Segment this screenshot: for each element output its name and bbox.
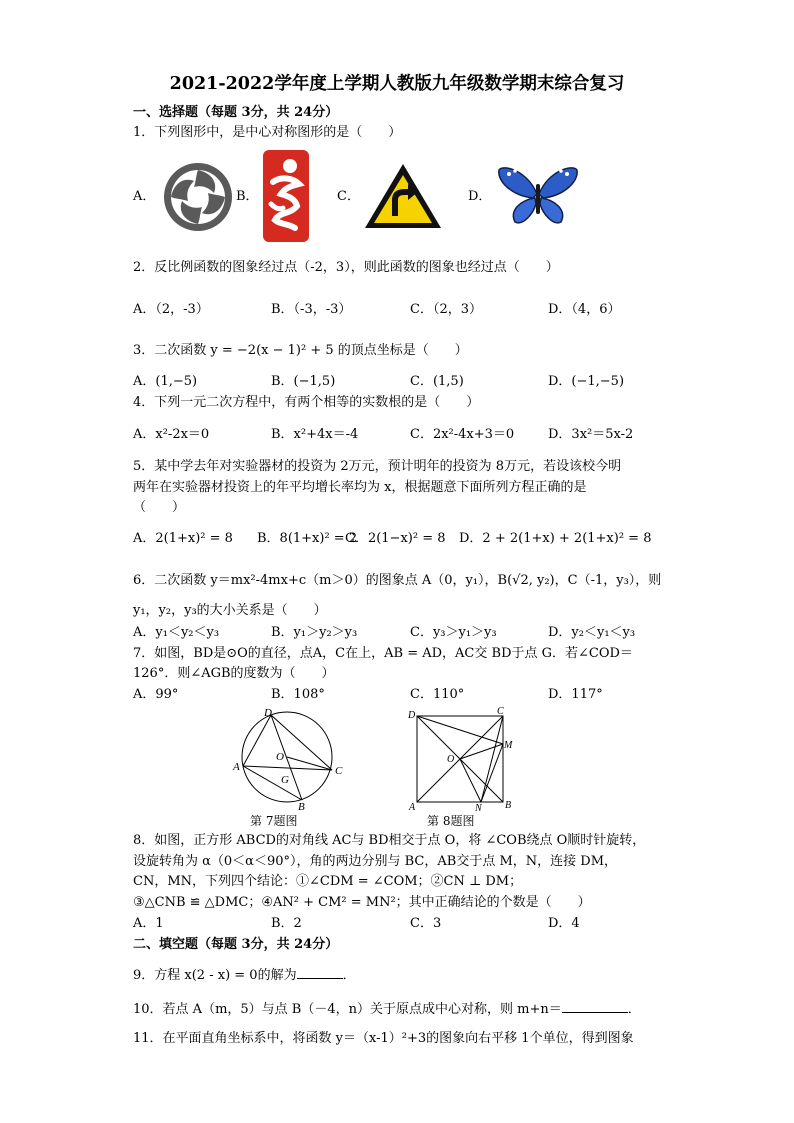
q5-option-b: B．8(1+x)² = 2 [257, 531, 358, 546]
fig7-label-c: C [335, 765, 343, 777]
question-9-text: 9．方程 x(2 - x) = 0的解为 [133, 968, 297, 983]
q7-option-d: D．117° [548, 687, 603, 702]
q8-option-a: A．1 [133, 916, 164, 931]
q4-option-d: D．3x²＝5x-2 [548, 427, 634, 442]
question-9-end: ． [342, 968, 356, 983]
q7-option-b: B．108° [271, 687, 325, 702]
question-10-text: 10．若点 A（m，5）与点 B（－4，n）关于原点成中心对称，则 m+n＝ [133, 1002, 562, 1017]
question-4-stem: 4．下列一元二次方程中，有两个相等的实数根的是（ ） [133, 395, 480, 410]
q7-option-a: A．99° [133, 687, 179, 702]
fig8-label-n: N [475, 803, 482, 812]
q5-option-d: D．2 + 2(1+x) + 2(1+x)² = 8 [459, 531, 652, 546]
q5-option-c: C．2(1−x)² = 8 [345, 531, 446, 546]
fig8-label-m: M [504, 740, 513, 751]
fig7-label-g: G [281, 774, 289, 786]
traffic-warning-sign-image [361, 160, 445, 232]
question-11-line-1: 11．在平面直角坐标系中，将函数 y＝（x-1）²+3的图象向右平移 1个单位，得到图象 [133, 1031, 634, 1046]
beijing-olympic-emblem-image [261, 148, 311, 244]
q8-option-d: D．4 [548, 916, 580, 931]
q4-option-c: C．2x²-4x+3＝0 [410, 427, 515, 442]
question-6-line-1: 6．二次函数 y＝mx²-4mx+c（m＞0）的图象点 A（0，y₁），B(√2, y₂)，C（-1，y₃），则 [133, 573, 662, 588]
q10-answer-blank[interactable] [562, 1000, 628, 1013]
q9-answer-blank[interactable] [297, 966, 343, 979]
fig8-label-a: A [409, 802, 416, 812]
q1-option-d-label: D． [468, 189, 492, 204]
dongfeng-logo-image [162, 161, 234, 233]
page-title: 2021-2022学年度上学期人教版九年级数学期末综合复习 [169, 74, 625, 94]
question-3-stem: 3．二次函数 y = −2(x − 1)² + 5 的顶点坐标是（ ） [133, 343, 468, 358]
fig8-label-o: O [447, 754, 455, 765]
q3-option-c: C．(1,5) [410, 374, 464, 389]
q4-option-b: B．x²+4x＝-4 [271, 427, 359, 442]
q5-option-a: A．2(1+x)² = 8 [133, 531, 233, 546]
section-heading-fill-blank: 二、填空题（每题 3分，共 24分） [133, 937, 339, 952]
fig7-label-b: B [298, 801, 305, 813]
question-9 [133, 966, 356, 985]
q8-option-b: B．2 [271, 916, 302, 931]
question-10-end: ． [627, 1002, 641, 1017]
fig8-label-c: C [497, 706, 504, 717]
question-10 [133, 1000, 641, 1019]
butterfly-image [493, 160, 583, 230]
q6-option-b: B．y₁＞y₂＞y₃ [271, 625, 358, 640]
fig7-label-d: D [264, 707, 272, 719]
fig7-label-a: A [233, 761, 240, 773]
question-2-stem: 2．反比例函数的图象经过点（-2，3），则此函数的图象也经过点（ ） [133, 260, 559, 275]
question-5-line-1: 5．某中学去年对实验器材的投资为 2万元，预计明年的投资为 8万元，若设该校今明 [133, 459, 622, 474]
q3-option-a: A．(1,−5) [133, 374, 198, 389]
figure-8-caption: 第 8题图 [427, 814, 475, 828]
question-6-line-2: y₁，y₂，y₃的大小关系是（ ） [133, 603, 327, 618]
q2-option-a: A．（2，-3） [133, 302, 209, 317]
question-8-line-4: ③△CNB ≌ △DMC；④AN² + CM² = MN²；其中正确结论的个数是（ ） [133, 895, 591, 910]
figure-8-square-diagram [405, 706, 515, 812]
q1-option-a-label: A． [133, 189, 156, 204]
q8-option-c: C．3 [410, 916, 442, 931]
fig7-label-o: O [276, 751, 284, 763]
q6-option-c: C．y₃＞y₁＞y₃ [410, 625, 497, 640]
q7-option-c: C．110° [410, 687, 465, 702]
q6-option-d: D．y₂＜y₁＜y₃ [548, 625, 636, 640]
fig8-label-d: D [408, 710, 416, 721]
section-heading-choice: 一、选择题（每题 3分，共 24分） [133, 105, 339, 120]
question-8-line-1: 8．如图，正方形 ABCD的对角线 AC与 BD相交于点 O，将 ∠COB绕点 O顺时针旋转， [133, 833, 646, 848]
q3-option-b: B．(−1,5) [271, 374, 336, 389]
q2-option-d: D．（4，6） [548, 302, 621, 317]
q3-option-d: D．(−1,−5) [548, 374, 625, 389]
question-1-stem: 1．下列图形中，是中心对称图形的是（ ） [133, 125, 402, 140]
q6-option-a: A．y₁＜y₂＜y₃ [133, 625, 220, 640]
question-5-line-3: （ ） [133, 500, 186, 515]
q1-option-c-label: C． [337, 189, 360, 204]
figure-7-circle-diagram [228, 704, 348, 814]
question-7-line-2: 126°．则∠AGB的度数为（ ） [133, 666, 335, 681]
question-5-line-2: 两年在实验器材投资上的年平均增长率均为 x，根据题意下面所列方程正确的是 [133, 480, 587, 495]
q2-option-b: B．（-3，-3） [271, 302, 352, 317]
question-8-line-3: CN，MN，下列四个结论：①∠CDM = ∠COM；②CN ⊥ DM； [133, 874, 523, 889]
q4-option-a: A．x²-2x＝0 [133, 427, 210, 442]
figure-7-caption: 第 7题图 [250, 814, 298, 828]
fig8-label-b: B [505, 800, 512, 811]
q1-option-b-label: B． [236, 189, 259, 204]
q2-option-c: C．（2，3） [410, 302, 482, 317]
question-7-line-1: 7．如图，BD是⊙O的直径，点A，C在上，AB = AD，AC交 BD于点 G．若∠COD＝ [133, 646, 633, 661]
question-8-line-2: 设旋转角为 α（0＜α＜90°），角的两边分别与 BC，AB交于点 M，N，连接 DM， [133, 854, 618, 869]
